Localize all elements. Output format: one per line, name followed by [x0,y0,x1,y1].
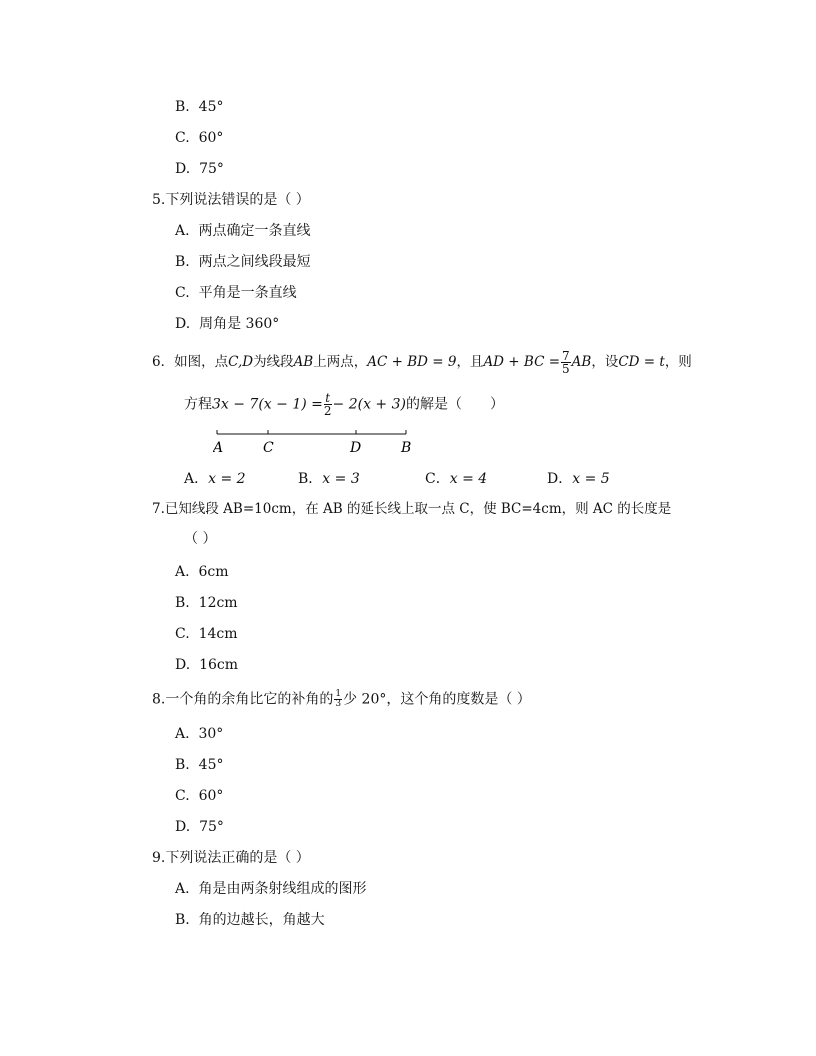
point-label-a: A [213,440,224,456]
q8-option-d: D. 75° [175,819,224,835]
q4-option-d: D. 75° [175,161,224,177]
q7-option-a: A. 6cm [175,564,229,580]
q8-option-b: B. 45° [175,757,224,773]
q6-stem-line1: 6．如图，点C,D为线段AB上两点，AC + BD = 9，且AD + BC = $\frac{7}{5}$ AB，设CD = t，则 [152,349,692,376]
point-label-c: C [263,440,274,456]
q7-stem: 7.已知线段 AB=10cm，在 AB 的延长线上取一点 C，使 BC=4cm，则 AC 的长度是 [152,501,672,517]
q7-option-b: B. 12cm [175,595,238,611]
q9-option-a: A. 角是由两条射线组成的图形 [175,881,367,897]
q8-option-c: C. 60° [175,788,224,804]
q6-option-d: D．x = 5 [547,471,610,487]
q8-stem: 8.一个角的余角比它的补角的 $\frac{1}{3}$ 少 20°，这个角的度数是（ ） [152,689,531,709]
fraction-1-3: $\frac{1}{3}$ [335,689,342,709]
q6-option-a: A．x = 2 [184,471,246,487]
q6-option-c: C．x = 4 [425,471,488,487]
segment-svg [213,424,413,456]
fraction-7-5: $\frac{7}{5}$ [562,349,570,376]
q7-stem-paren: （ ） [184,531,217,547]
q8-option-a: A. 30° [175,726,224,742]
q5-option-c: C. 平角是一条直线 [175,285,297,301]
q7-option-c: C. 14cm [175,626,238,642]
q5-stem: 5.下列说法错误的是（ ） [152,192,310,208]
q9-option-b: B. 角的边越长，角越大 [175,912,325,928]
point-label-b: B [401,440,412,456]
q5-option-d: D. 周角是 360° [175,316,280,332]
segment-figure [213,424,413,456]
q5-option-b: B. 两点之间线段最短 [175,254,311,270]
q5-option-a: A. 两点确定一条直线 [175,223,311,239]
q4-option-b: B. 45° [175,99,224,115]
q6-option-b: B．x = 3 [298,471,360,487]
q4-option-c: C. 60° [175,130,224,146]
q6-stem-line2: 方程3x − 7(x − 1) = $\frac{t}{2}$ − 2(x + 3)的解是（ ） [184,391,504,418]
point-label-d: D [350,440,362,456]
q9-stem: 9.下列说法正确的是（ ） [152,850,310,866]
q7-option-d: D. 16cm [175,657,239,673]
fraction-t-2: $\frac{t}{2}$ [323,391,332,418]
